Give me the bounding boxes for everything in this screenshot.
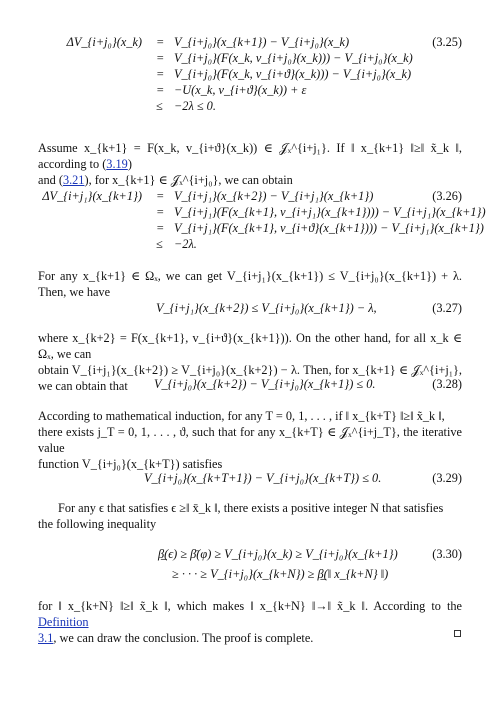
eq-3-26-rel-2: = <box>156 205 165 219</box>
eq-3-26-rhs-4: −2λ. <box>174 237 197 251</box>
paragraph-for-any: For any x_{k+1} ∈ Ωₓ, we can get V_{i+j₁}(x_{k+1}) ≤ V_{i+j₀}(x_{k+1}) + λ. Then, we have <box>38 269 462 299</box>
equation-number-3-27: (3.27) <box>432 301 462 315</box>
equation-3-30 <box>38 546 462 582</box>
eq-3-25-rhs-4: −U(x_k, v_{i+ϑ}(x_k)) + ε <box>174 83 307 97</box>
eq-3-26-rel-3: = <box>156 221 165 235</box>
eq-3-25-lhs: ΔV_{i+j₀}(x_k) <box>66 35 142 49</box>
eq-3-30-line-1: β̲(ϵ) ≥ β̄(φ) ≥ V_{i+j₀}(x_k) ≥ V_{i+j₀}(x_{k+1}) <box>158 547 398 561</box>
eq-3-29-body: V_{i+j₀}(x_{k+T+1}) − V_{i+j₀}(x_{k+T}) ≤ 0. <box>144 471 382 485</box>
eq-3-30-line-2: ≥ · · · ≥ V_{i+j₀}(x_{k+N}) ≥ β̲(‖ x_{k+N} ‖) <box>172 567 389 581</box>
equation-3-27 <box>38 300 462 316</box>
paragraph-induction: According to mathematical induction, for any T = 0, 1, . . . , if ‖ x_{k+T} ‖≥‖ x̃_k ‖, there exists j_T = 0, 1, . . . , ϑ, such that for any x_{k+T} ∈ 𝒥ₓ^{i+j_T}, the iterative value function V_{i+j₀}(x_{k+T}) satisfies <box>38 409 462 471</box>
reference-link-definition[interactable]: Definition <box>38 615 89 629</box>
eq-3-26-lhs: ΔV_{i+j₁}(x_{k+1}) <box>42 189 142 203</box>
equation-number-3-30: (3.30) <box>432 547 462 561</box>
eq-3-26-rhs-1: V_{i+j₁}(x_{k+2}) − V_{i+j₁}(x_{k+1}) <box>174 189 374 203</box>
paragraph-epsilon: For any ϵ that satisfies ϵ ≥‖ x̄_k ‖, there exists a positive integer N that satisfies the following inequality <box>38 501 444 531</box>
qed-square-icon <box>454 630 461 637</box>
reference-link-3-21[interactable]: 3.21 <box>62 173 85 187</box>
eq-3-28-body: V_{i+j₀}(x_{k+2}) − V_{i+j₀}(x_{k+1}) ≤ 0. <box>154 377 376 391</box>
equation-number-3-28: (3.28) <box>432 377 462 391</box>
equation-3-29 <box>38 470 462 486</box>
eq-3-26-rhs-3: V_{i+j₁}(F(x_{k+1}, v_{i+ϑ}(x_{k+1}))) − V_{i+j₁}(x_{k+1}) <box>174 221 484 235</box>
eq-3-26-rel-4: ≤ <box>156 237 163 251</box>
eq-3-25-rel-1: = <box>156 35 165 49</box>
eq-3-25-rel-3: = <box>156 67 165 81</box>
eq-3-25-rhs-2: V_{i+j₀}(F(x_k, v_{i+j₀}(x_k))) − V_{i+j₀}(x_k) <box>174 51 413 65</box>
eq-3-25-rel-4: = <box>156 83 165 97</box>
paragraph-where: where x_{k+2} = F(x_{k+1}, v_{i+ϑ}(x_{k+1})). On the other hand, for all x_k ∈ Ωₓ, we can obtain V_{i+j₁}(x_{k+2}) ≥ V_{i+j₀}(x_{k+2}) − λ. Then, for x_{k+1} ∈ 𝒥ₓ^{i+j₁}, we can obtain that <box>38 331 462 393</box>
eq-3-25-rel-5: ≤ <box>156 99 163 113</box>
eq-3-26-rhs-2: V_{i+j₁}(F(x_{k+1}, v_{i+j₁}(x_{k+1}))) − V_{i+j₁}(x_{k+1}) <box>174 205 486 219</box>
equation-number-3-25: (3.25) <box>432 35 462 49</box>
reference-link-3-19[interactable]: 3.19 <box>106 157 128 171</box>
eq-3-26-rel-1: = <box>156 189 165 203</box>
eq-3-25-rhs-5: −2λ ≤ 0. <box>174 99 216 113</box>
paragraph-assume: Assume x_{k+1} = F(x_k, v_{i+ϑ}(x_k)) ∈ 𝒥ₓ^{i+j₁}. If ‖ x_{k+1} ‖≥‖ x̃_k ‖, according to (3.19) and (3.21), for x_{k+1} ∈ 𝒥ₓ^{i+j₀}, we can obtain <box>38 141 462 187</box>
equation-number-3-29: (3.29) <box>432 471 462 485</box>
eq-3-25-rel-2: = <box>156 51 165 65</box>
equation-number-3-26: (3.26) <box>432 189 462 203</box>
reference-link-3-1[interactable]: 3.1 <box>38 631 54 645</box>
eq-3-25-rhs-1: V_{i+j₀}(x_{k+1}) − V_{i+j₀}(x_k) <box>174 35 350 49</box>
equation-3-25 <box>38 34 462 118</box>
eq-3-25-rhs-3: V_{i+j₀}(F(x_k, v_{i+ϑ}(x_k))) − V_{i+j₀}(x_k) <box>174 67 412 81</box>
equation-3-28 <box>38 376 462 392</box>
equation-3-26 <box>38 188 486 254</box>
paragraph-conclusion: for ‖ x_{k+N} ‖≥‖ x̃_k ‖, which makes ‖ x_{k+N} ‖→‖ x̃_k ‖. According to the Definition 3.1, we can draw the conclusion. The proof is complete. <box>38 599 462 645</box>
eq-3-27-body: V_{i+j₁}(x_{k+2}) ≤ V_{i+j₀}(x_{k+1}) − λ, <box>156 301 377 315</box>
